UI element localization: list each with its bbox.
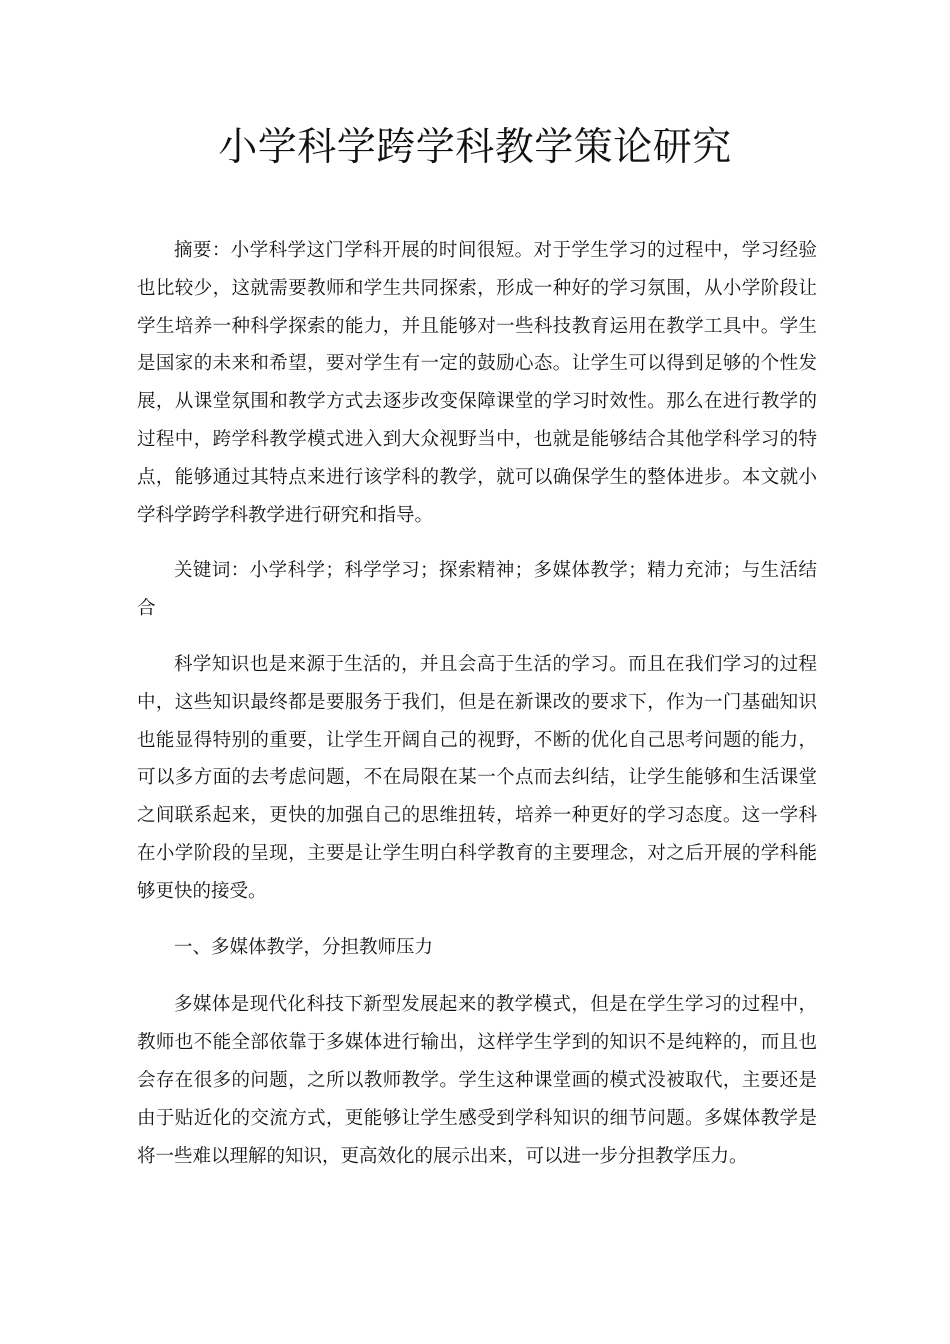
keywords-paragraph: 关键词：小学科学；科学学习；探索精神；多媒体教学；精力充沛；与生活结合 <box>137 560 817 620</box>
section-heading: 一、多媒体教学，分担教师压力 <box>174 936 434 958</box>
intro-paragraph: 科学知识也是来源于生活的，并且会高于生活的学习。而且在我们学习的过程中，这些知识最终都是要服务于我们，但是在新课改的要求下，作为一门基础知识也能显得特别的重要，让学生开阔自己的视野，不断的优化自己思考问题的能力，可以多方面的去考虑问题，不在局限在某一个点而去纠结，让学生能够和生活课堂之间联系起来，更快的加强自己的思维扭转，培养一种更好的学习态度。这一学科在小学阶段的呈现，主要是让学生明白科学教育的主要理念，对之后开展的学科能够更快的接受。 <box>137 653 817 902</box>
section-body-paragraph: 多媒体是现代化科技下新型发展起来的教学模式，但是在学生学习的过程中，教师也不能全部依靠于多媒体进行输出，这样学生学到的知识不是纯粹的，而且也会存在很多的问题，之所以教师教学。学生这种课堂画的模式没被取代，主要还是由于贴近化的交流方式，更能够让学生感受到学科知识的细节问题。多媒体教学是将一些难以理解的知识，更高效化的展示出来，可以进一步分担教学压力。 <box>137 994 817 1167</box>
document-body <box>137 232 817 1193</box>
abstract-paragraph: 摘要：小学科学这门学科开展的时间很短。对于学生学习的过程中，学习经验也比较少，这就需要教师和学生共同探索，形成一种好的学习氛围，从小学阶段让学生培养一种科学探索的能力，并且能够对一些科技教育运用在教学工具中。学生是国家的未来和希望，要对学生有一定的鼓励心态。让学生可以得到足够的个性发展，从课堂氛围和教学方式去逐步改变保障课堂的学习时效性。那么在进行教学的过程中，跨学科教学模式进入到大众视野当中，也就是能够结合其他学科学习的特点，能够通过其特点来进行该学科的教学，就可以确保学生的整体进步。本文就小学科学跨学科教学进行研究和指导。 <box>137 240 817 526</box>
document-title: 小学科学跨学科教学策论研究 <box>218 125 732 170</box>
